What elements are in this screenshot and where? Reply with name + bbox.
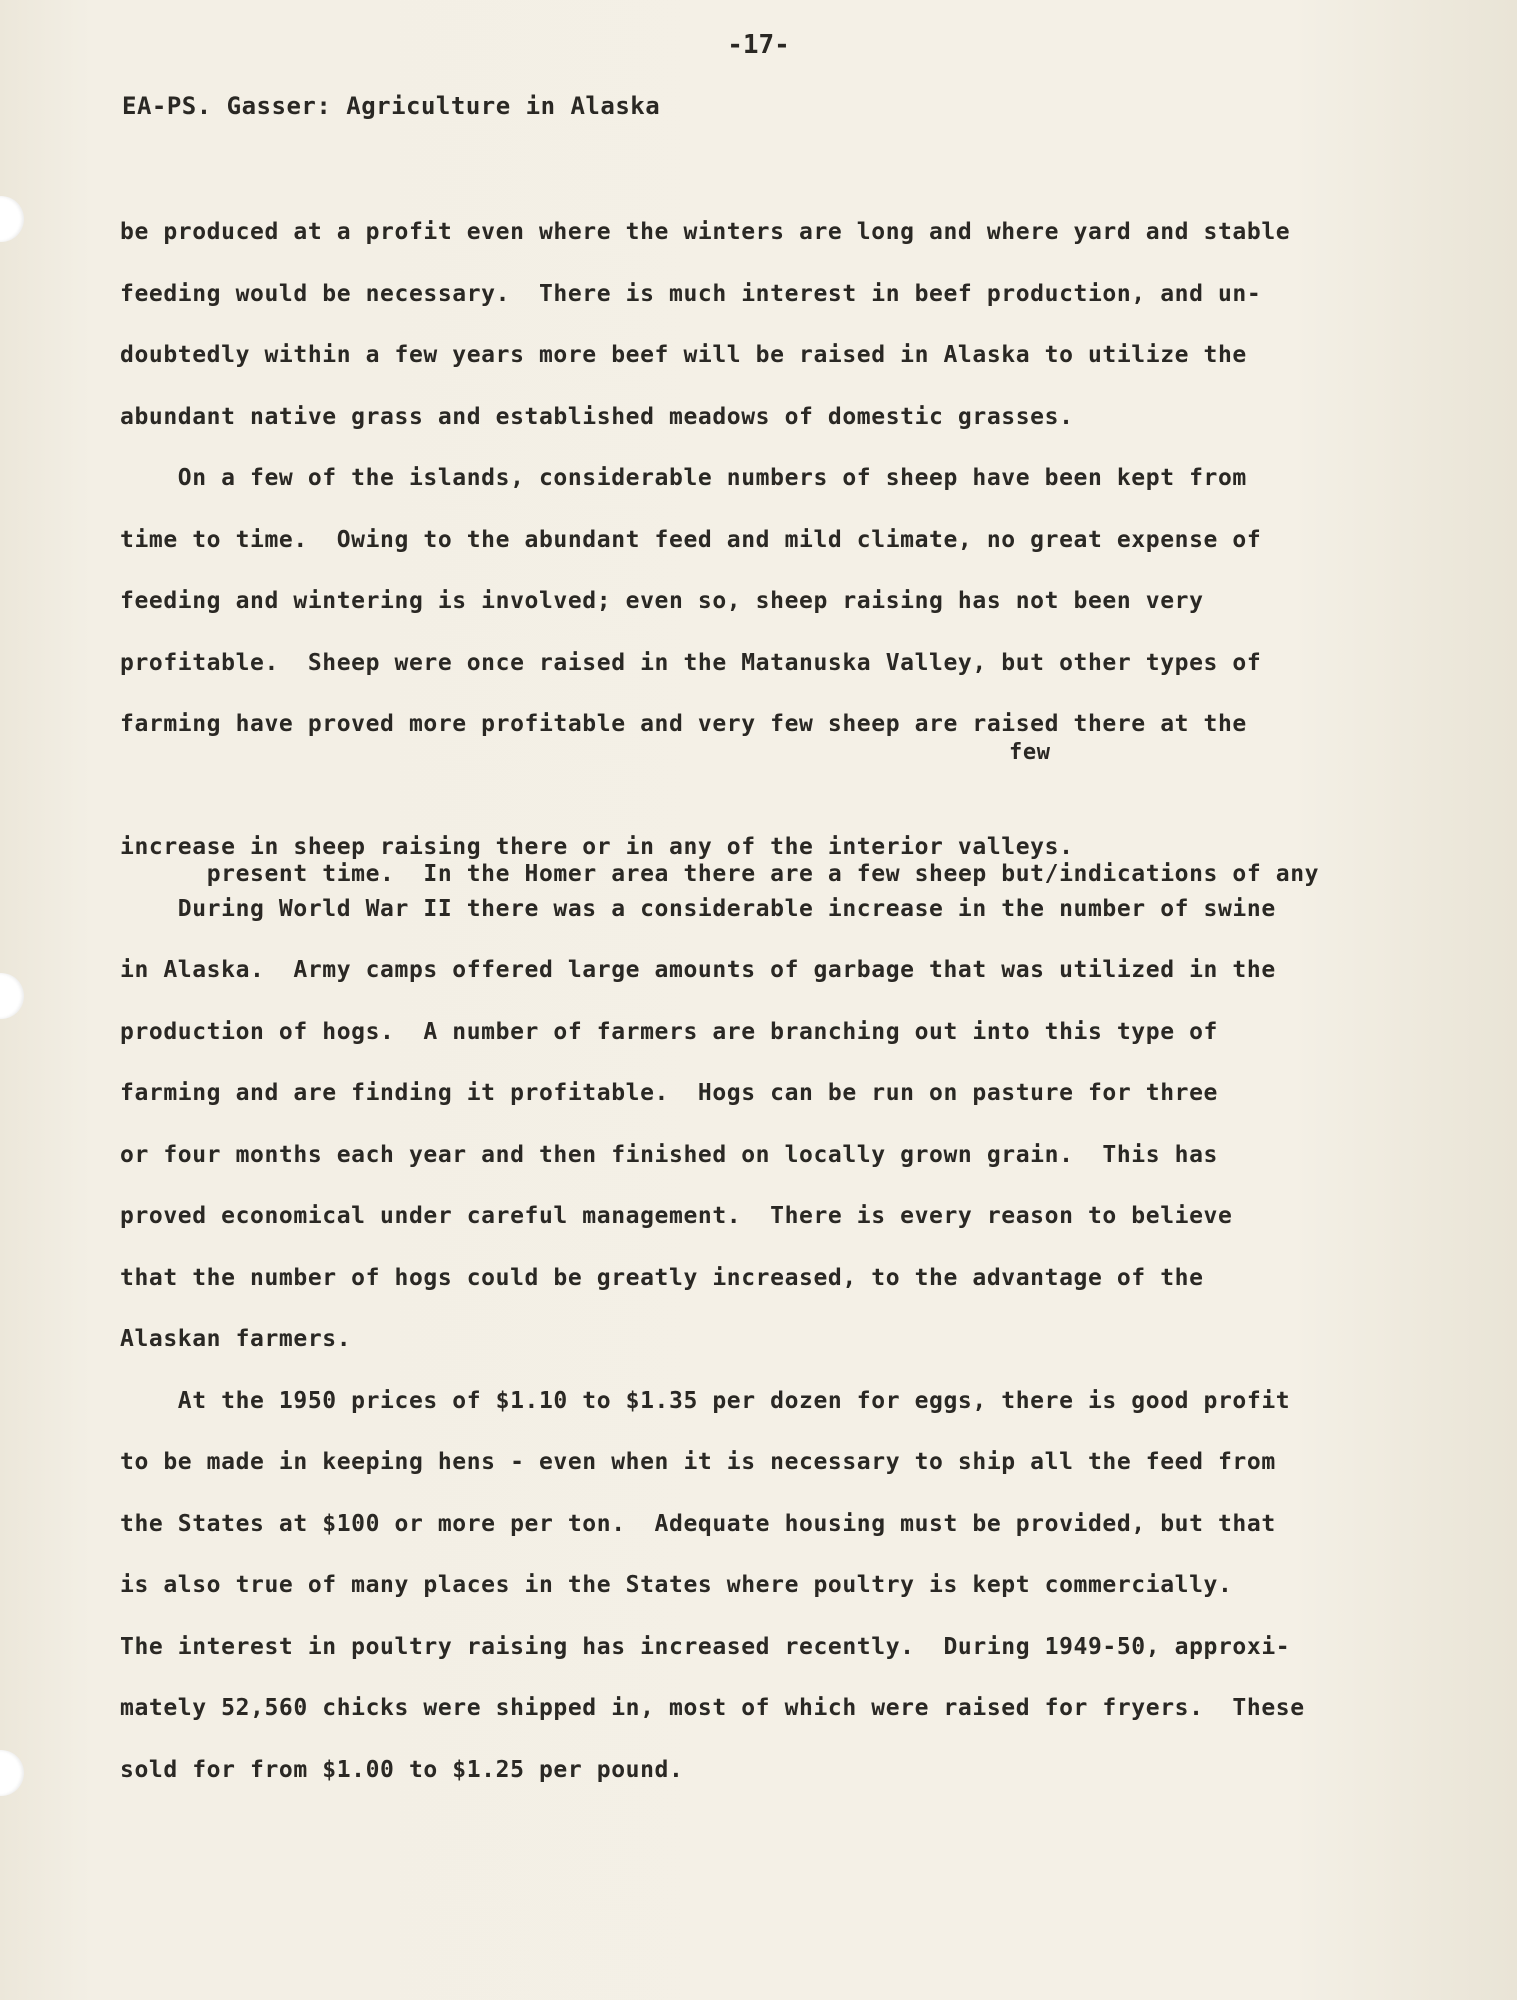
text-line: Alaskan farmers. — [120, 1326, 352, 1352]
text-line: increase in sheep raising there or in any of the interior valleys. — [120, 834, 1074, 860]
text-line: profitable. Sheep were once raised in the Matanuska Valley, but other types of — [120, 649, 1262, 676]
text-line: farming and are finding it profitable. Hogs can be run on pasture for three — [120, 1080, 1218, 1106]
text-line: the States at $100 or more per ton. Adequate housing must be provided, but that — [120, 1510, 1276, 1537]
body-text — [120, 210, 1400, 1809]
text-line: that the number of hogs could be greatly increased, to the advantage of the — [120, 1264, 1204, 1291]
running-header: EA-PS. Gasser: Agriculture in Alaska — [122, 92, 661, 120]
punch-hole-top — [0, 196, 24, 242]
punch-hole-bottom — [0, 1750, 24, 1796]
text-line: is also true of many places in the States where poultry is kept commercially. — [120, 1572, 1233, 1598]
text-line: sold for from $1.00 to $1.25 per pound. — [120, 1756, 684, 1783]
text-line: mately 52,560 chicks were shipped in, most of which were raised for fryers. These — [120, 1695, 1305, 1721]
text-line: feeding would be necessary. There is much interest in beef production, and un- — [120, 280, 1262, 307]
handwritten-insertion: few — [1009, 739, 1051, 765]
text-line: On a few of the islands, considerable numbers of sheep have been kept from — [120, 465, 1247, 491]
text-line: be produced at a profit even where the winters are long and where yard and stable — [120, 219, 1291, 245]
text-line: production of hogs. A number of farmers are branching out into this type of — [120, 1018, 1218, 1045]
text-line: proved economical under careful management. There is every reason to believe — [120, 1203, 1233, 1229]
punch-hole-middle — [0, 973, 24, 1019]
page-number: -17- — [727, 30, 790, 60]
text-line: or four months each year and then finished on locally grown grain. This has — [120, 1141, 1218, 1168]
text-line: to be made in keeping hens - even when it is necessary to ship all the feed from — [120, 1449, 1276, 1475]
text-line: feeding and wintering is involved; even so, sheep raising has not been very — [120, 588, 1204, 614]
text-line: During World War II there was a considerable increase in the number of swine — [120, 895, 1276, 922]
text-line: At the 1950 prices of $1.10 to $1.35 per dozen for eggs, there is good profit — [120, 1387, 1291, 1414]
text-line: abundant native grass and established meadows of domestic grasses. — [120, 403, 1074, 430]
text-line: The interest in poultry raising has increased recently. During 1949-50, approxi- — [120, 1633, 1291, 1660]
text-line: farming have proved more profitable and very few sheep are raised there at the — [120, 711, 1247, 737]
text-line: present time. In the Homer area there are a few sheep but/indications of any — [206, 860, 1320, 887]
text-line: time to time. Owing to the abundant feed and mild climate, no great expense of — [120, 526, 1262, 553]
text-line: in Alaska. Army camps offered large amounts of garbage that was utilized in the — [120, 957, 1276, 983]
text-line: doubtedly within a few years more beef will be raised in Alaska to utilize the — [120, 342, 1247, 368]
